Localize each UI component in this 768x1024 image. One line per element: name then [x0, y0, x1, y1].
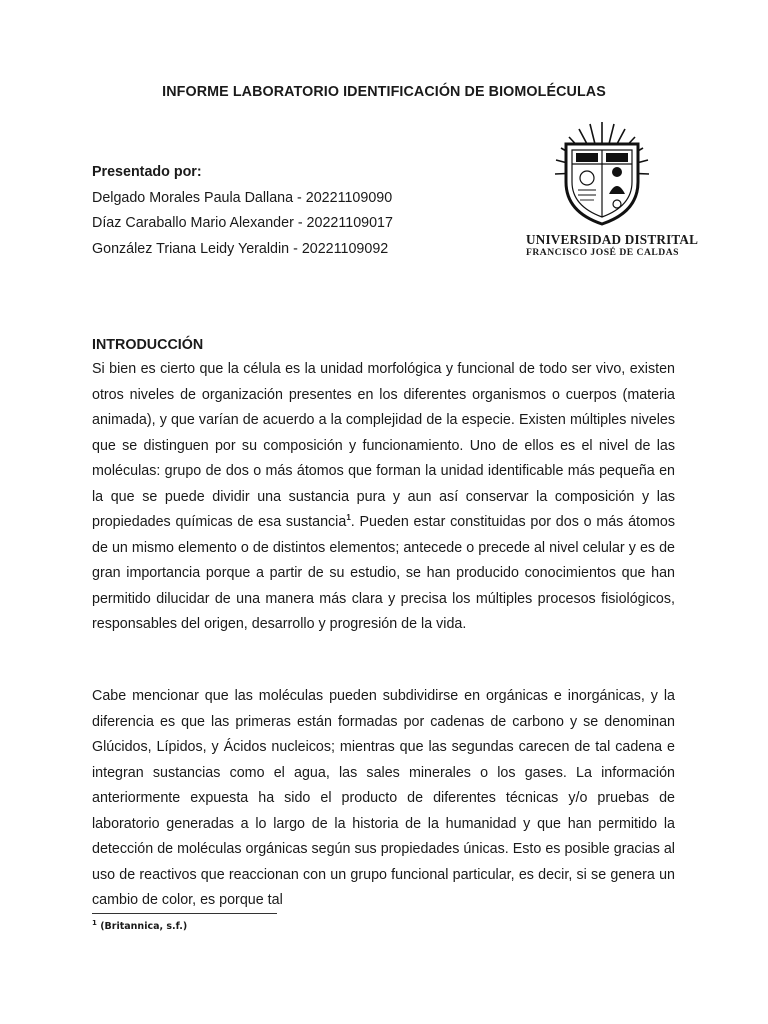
introduction-heading: INTRODUCCIÓN: [92, 337, 204, 353]
introduction-paragraph-2: Cabe mencionar que las moléculas pueden subdividirse en orgánicas e inorgánicas, y la diferencia es que las primeras están formadas por cadenas de carbono y se denominan Glúcidos, Lípidos, y Ácidos nucleicos; mientras que las segundas carecen de tal cadena e integran sustancias como el agua, las sales minerales o los gases. La información anteriormente expuesta ha sido el producto de diferentes técnicas y/o pruebas de laboratorio generadas a lo largo de la historia de la humanidad y que han permitido la detección de moléculas orgánicas según sus propiedades únicas. Esto es posible gracias al uso de reactivos que reaccionan con un grupo funcional particular, es decir, si se genera un cambio de color, es porque tal: [92, 688, 675, 908]
university-logo: [522, 120, 699, 262]
footnote-text: (Britannica, s.f.): [100, 921, 188, 932]
university-name: UNIVERSIDAD DISTRITAL: [526, 232, 699, 247]
authors-block: [92, 160, 393, 262]
university-subname: FRANCISCO JOSÉ DE CALDAS: [526, 247, 679, 258]
introduction-paragraph-1: [92, 357, 675, 638]
footnote-reference[interactable]: 1: [346, 513, 351, 523]
author-line: Delgado Morales Paula Dallana - 20221109090: [92, 189, 393, 206]
document-title: INFORME LABORATORIO IDENTIFICACIÓN DE BIOMOLÉCULAS: [162, 84, 606, 100]
author-line: González Triana Leidy Yeraldin - 20221109092: [92, 240, 389, 257]
presented-by-label: Presentado por:: [92, 164, 202, 180]
paragraph-text: Si bien es cierto que la célula es la unidad morfológica y funcional de todo ser vivo, existen otros niveles de organización presentes en los diferentes organismos o cuerpos (materia animada), y que varían de acuerdo a la complejidad de la especie. Existen múltiples niveles que se distinguen por su composición y funcionamiento. Uno de ellos es el nivel de las moléculas: grupo de dos o más átomos que forman la unidad identificable más pequeña en la que se puede dividir una sustancia pura y aun así conservar la composición y las propiedades químicas de esa sustancia: [92, 361, 675, 530]
university-crest-icon: [552, 120, 652, 226]
footnote-number: 1: [92, 918, 97, 927]
footnote: [92, 918, 188, 932]
footnote-separator: [92, 913, 277, 914]
paragraph-text: . Pueden estar constituidas por dos o más átomos de un mismo elemento o de distintos elementos; antecede o precede al nivel celular y es de gran importancia porque a partir de su estudio, se han producido conocimientos que han permitido dilucidar de una manera más clara y precisa los múltiples procesos fisiológicos, responsables del origen, desarrollo y progresión de la vida.: [92, 514, 675, 632]
author-line: Díaz Caraballo Mario Alexander - 20221109017: [92, 215, 393, 231]
